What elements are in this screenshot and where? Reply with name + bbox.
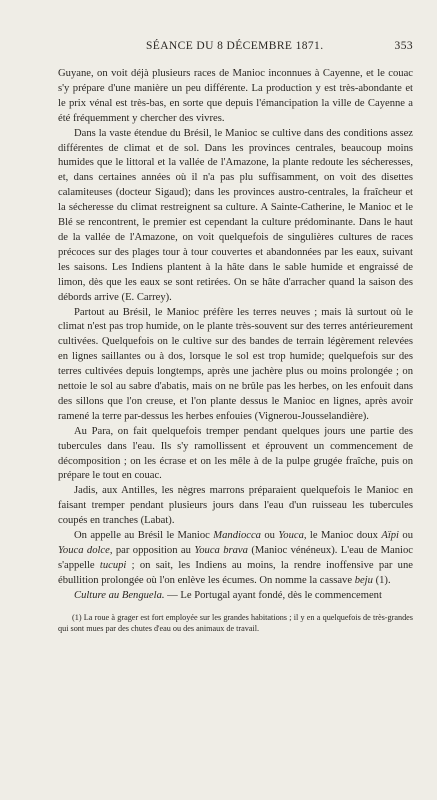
running-title: SÉANCE DU 8 DÉCEMBRE 1871. bbox=[146, 40, 324, 52]
paragraph: Guyane, on voit déjà plusieurs races de Manioc inconnues à Cayenne, et le couac s'y prépare d'une manière un peu différente. La production y est très-abondante et le prix vénal est très-bas, en sorte que depuis l'émancipation la ville de Cayenne a été fréquemment y chercher des vivres. bbox=[58, 68, 413, 124]
term: tucupi bbox=[99, 559, 127, 571]
page-number: 353 bbox=[394, 40, 413, 52]
paragraph: Au Para, on fait quelquefois tremper pendant quelques jours une partie des tubercules dans l'eau. Ils s'y ramollissent et éprouvent un commencement de décomposition ; on les écrase et on les mêle à de la pulpe grugée fraîche, puis on prépare le tout en couac. bbox=[58, 425, 413, 482]
paragraph-section-start: Culture au Benguela. — Le Portugal ayant fondé, dès le commencement bbox=[74, 589, 382, 601]
paragraph: Jadis, aux Antilles, les nègres marrons préparaient quelquefois le Manioc en faisant tremper pendant plusieurs jours dans l'eau d'un ruisseau les tubercules coupés en tranches (Labat). bbox=[58, 485, 413, 527]
running-header bbox=[58, 40, 413, 58]
paragraph: Dans la vaste étendue du Brésil, le Manioc se cultive dans des conditions assez différentes de climat et de sol. Dans les provinces centrales, beaucoup moins humides que le littoral et la vallée de l'Amazone, la plante redoute les sécheresses, et, dans certaines années où il n'a pas plu suffisamment, on voit des disettes calamiteuses (docteur Sigaud); dans les provinces austro-centrales, la fraîcheur et la sécheresse du climat restreignent sa culture. A Sainte-Catherine, le Manioc et le Blé se rencontrent, le premier est cependant la culture prédominante. Dans le haut de la vallée de l'Amazone, on voit quelquefois de singulières cultures de races précoces sur des plages tour à tour couvertes et abandonnées par les eaux, suivant les saisons. Les Indiens plantent à la hâte dans le sable humide et engraissé de limon, dès que les eaux se sont retirées. On se hâte d'arracher quand la saison des débords arrive (E. Carrey). bbox=[58, 127, 413, 303]
term: Aïpi bbox=[381, 530, 399, 542]
body-text bbox=[58, 67, 413, 604]
term: beju bbox=[354, 574, 373, 586]
term: Youca bbox=[278, 530, 304, 542]
paragraph-names: On appelle au Brésil le Manioc Mandiocca ou Youca, le Manioc doux Aïpi ou Youca dolce, par opposition au Youca brava (Manioc vénéneux). L'eau de Manioc s'appelle tucupi ; on sait, les Indiens au moins, la rendre inoffensive par une ébullition prolongée où l'on enlève les écumes. On nomme la cassave beju (1). bbox=[58, 530, 413, 586]
footnote: (1) La roue à grager est fort employée sur les grandes habitations ; il y en a quelquefois de très-grandes qui sont mues par des chutes d'eau ou des animaux de travail. bbox=[58, 612, 413, 634]
term: Youca dolce bbox=[58, 545, 110, 556]
term: Mandiocca bbox=[213, 530, 261, 542]
section-heading: Culture au Benguela. bbox=[74, 589, 165, 601]
paragraph: Partout au Brésil, le Manioc préfère les terres neuves ; mais là surtout où le climat n'est pas trop humide, on le plante très-souvent sur des terres antérieurement cultivées. Quelquefois on le cultive sur des bandes de terrain légèrement relevées en lignes saillantes ou à dos, lorsque le sol est trop humide; quelquefois sur des terres cultivées depuis longtemps, après une jachère plus ou moins prolongée ; on nettoie le sol au sabre d'abatis, mais on ne brûle pas les herbes, on les enfouit dans des sillons que l'on creuse, et l'on plante dessus le Manioc en lignes, après avoir ramené la terre par-dessus les herbes enfouies (Vignerou-Jousselandière). bbox=[58, 306, 413, 422]
term: Youca brava bbox=[194, 545, 248, 556]
